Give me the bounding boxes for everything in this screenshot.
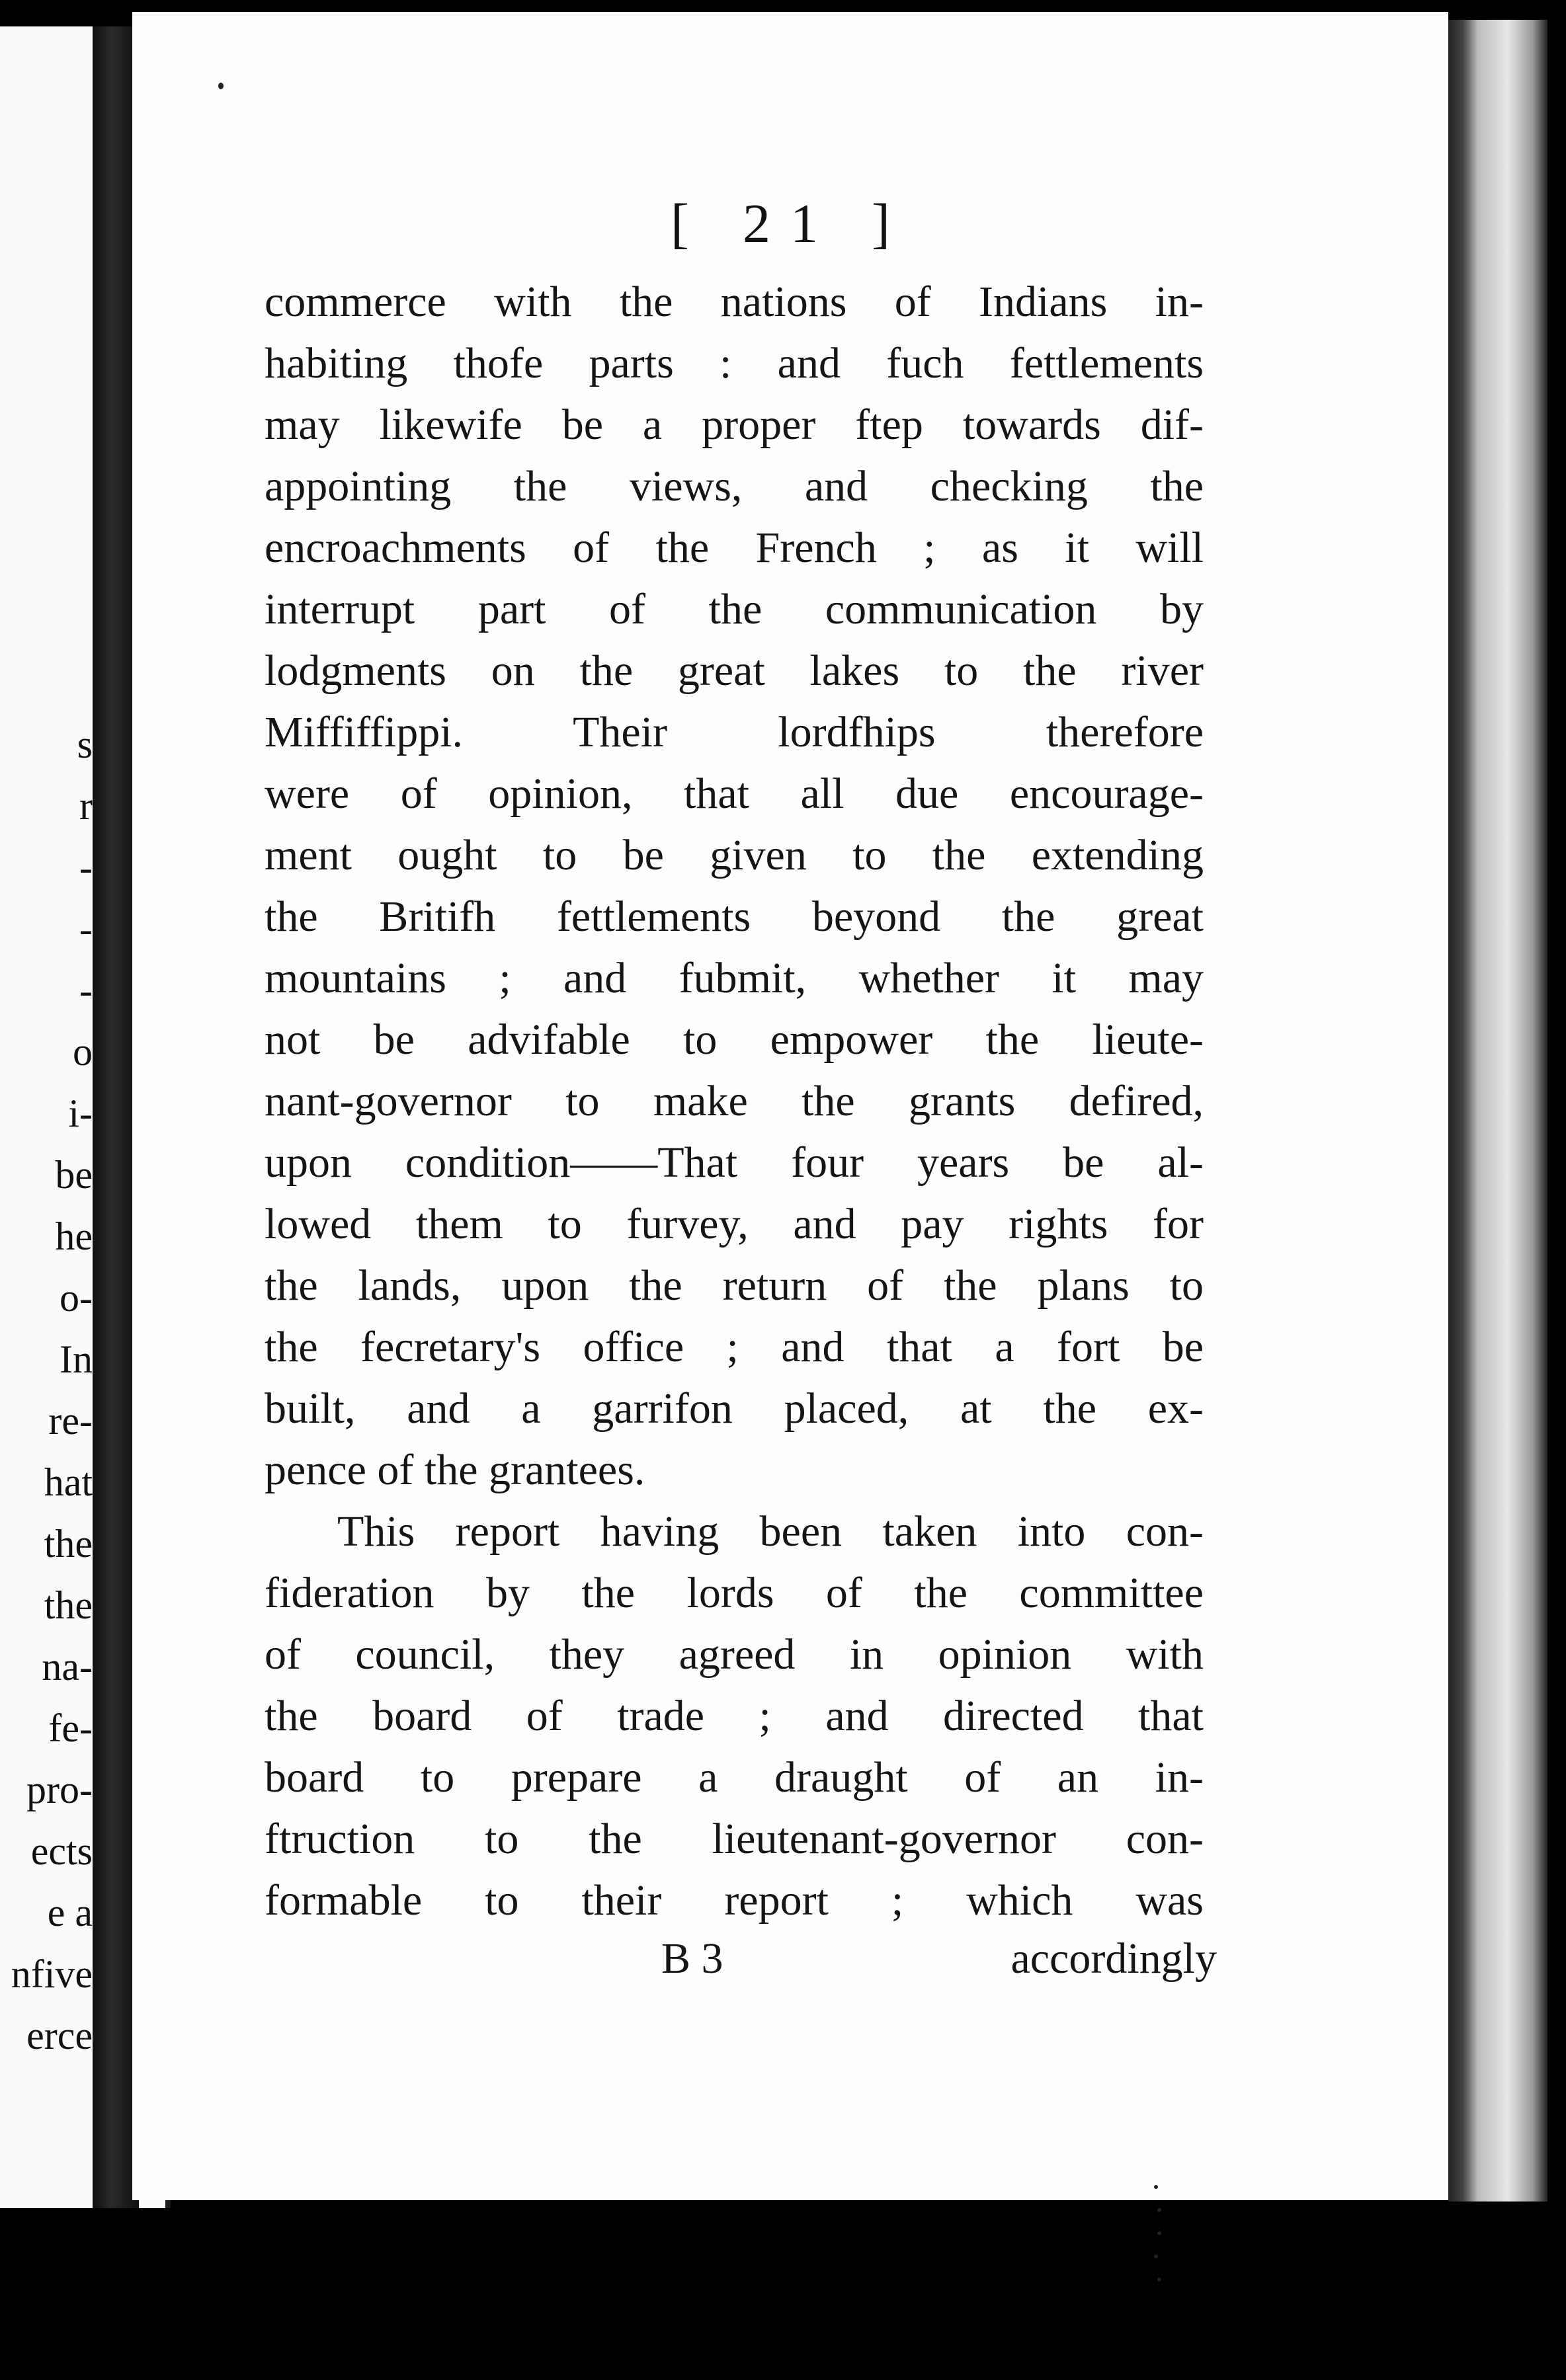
- ink-speck: [1157, 2208, 1161, 2212]
- text-line: nant-governor to make the grants defired,: [265, 1077, 1204, 1125]
- text-line: board to prepare a draught of an in-: [265, 1753, 1204, 1802]
- left-fragment: the: [44, 1583, 93, 1627]
- text-line: the lands, upon the return of the plans to: [265, 1261, 1204, 1310]
- signature-mark: B 3: [661, 1934, 723, 1983]
- left-fragment: be: [55, 1153, 93, 1197]
- page-edge: [1448, 20, 1547, 2202]
- text-line: the fecretary's office ; and that a fort be: [265, 1323, 1204, 1371]
- left-fragment: pro-: [26, 1768, 93, 1811]
- text-line: the Britifh fettlements beyond the great: [265, 892, 1204, 941]
- left-fragment: hat: [44, 1460, 93, 1504]
- left-fragment: In: [60, 1337, 93, 1381]
- text-line: not be advifable to empower the lieute-: [265, 1015, 1204, 1064]
- left-fragment: the: [44, 1522, 93, 1566]
- text-line: of council, they agreed in opinion with: [265, 1630, 1204, 1679]
- text-line: encroachments of the French ; as it will: [265, 524, 1204, 572]
- ink-speck: [1154, 2254, 1158, 2258]
- text-line: upon condition——That four years be al-: [265, 1138, 1204, 1187]
- text-line: Miffiffippi. Their lordfhips therefore: [265, 708, 1204, 756]
- text-line: built, and a garrifon placed, at the ex-: [265, 1384, 1204, 1433]
- text-line: were of opinion, that all due encourage-: [265, 770, 1204, 818]
- left-fragment: re-: [48, 1399, 93, 1443]
- text-line: lowed them to furvey, and pay rights for: [265, 1200, 1204, 1248]
- left-page-text-fragments: [0, 714, 93, 2067]
- catchword: accordingly: [1010, 1934, 1217, 1983]
- ink-speck: [218, 83, 224, 89]
- left-fragment: e a: [47, 1891, 93, 1934]
- text-line: the board of trade ; and directed that: [265, 1692, 1204, 1740]
- text-line: appointing the views, and checking the: [265, 462, 1204, 510]
- text-line: formable to their report ; which was: [265, 1876, 1204, 1924]
- left-fragment: ects: [30, 1829, 93, 1873]
- text-line: This report having been taken into con-: [337, 1507, 1204, 1556]
- page-number-header: [ 21 ]: [671, 193, 910, 255]
- left-fragment: -: [79, 907, 93, 951]
- text-line: interrupt part of the communication by: [265, 585, 1204, 633]
- text-line: ftruction to the lieutenant-governor con-: [265, 1815, 1204, 1863]
- left-fragment: -: [79, 969, 93, 1012]
- ink-speck: [1157, 2231, 1161, 2235]
- left-fragment: nfive: [11, 1952, 93, 1996]
- text-line: lodgments on the great lakes to the river: [265, 647, 1204, 695]
- left-fragment: he: [55, 1214, 93, 1258]
- text-line: commerce with the nations of Indians in-: [265, 278, 1204, 326]
- left-fragment: erce: [26, 2014, 93, 2057]
- left-fragment: r: [79, 784, 93, 828]
- left-fragment: -: [79, 846, 93, 889]
- ink-speck: [1157, 2278, 1161, 2281]
- text-line: ment ought to be given to the extending: [265, 831, 1204, 879]
- ink-speck: [1154, 2185, 1158, 2189]
- text-line: pence of the grantees.: [265, 1446, 645, 1494]
- left-fragment: i-: [68, 1091, 93, 1135]
- left-fragment: na-: [42, 1645, 93, 1688]
- page-footer: [265, 1934, 1217, 1995]
- text-line: habiting thofe parts : and fuch fettlements: [265, 339, 1204, 387]
- text-line: mountains ; and fubmit, whether it may: [265, 954, 1204, 1002]
- text-line: may likewife be a proper ftep towards dif-: [265, 401, 1204, 449]
- text-line: fideration by the lords of the committee: [265, 1569, 1204, 1617]
- left-fragment: fe-: [48, 1706, 93, 1750]
- left-fragment: s: [77, 723, 93, 766]
- left-fragment: o: [73, 1030, 93, 1074]
- body-text: [265, 271, 1204, 1931]
- left-fragment: o-: [60, 1276, 93, 1320]
